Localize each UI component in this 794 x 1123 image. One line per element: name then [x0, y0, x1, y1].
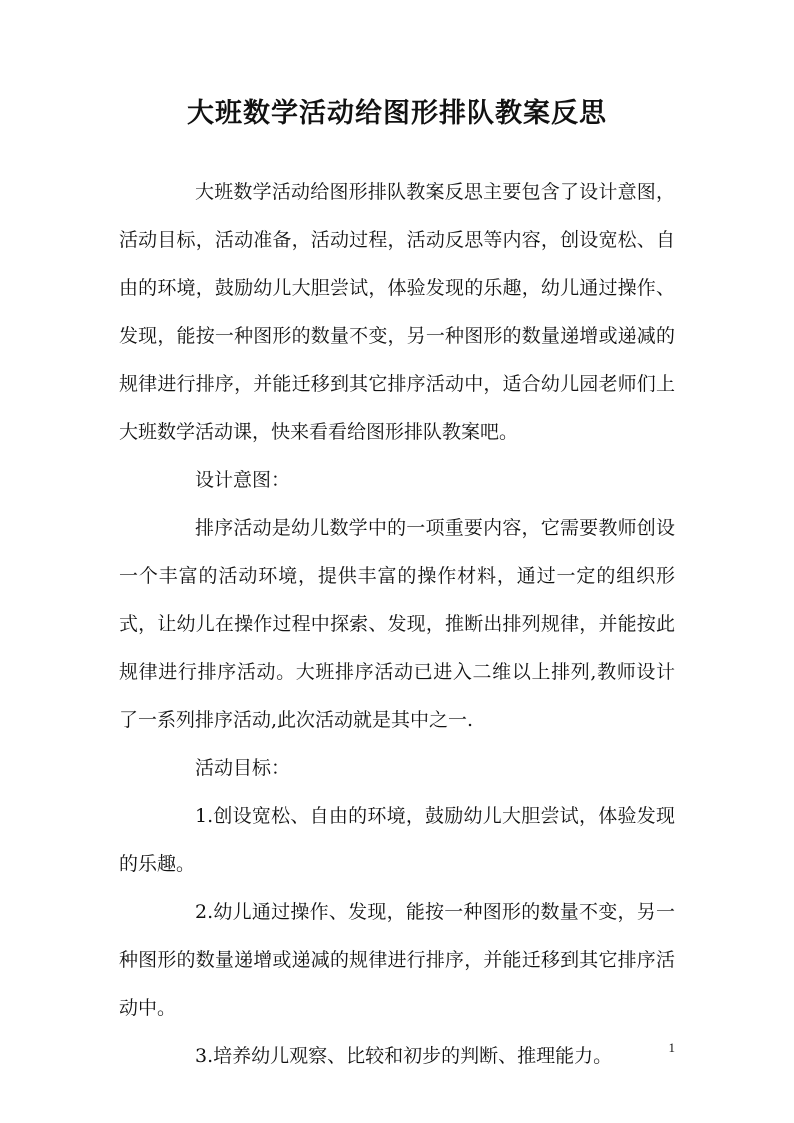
page-number: 1: [668, 1040, 675, 1055]
design-paragraph: 排序活动是幼儿数学中的一项重要内容，它需要教师创设一个丰富的活动环境，提供丰富的操作材料，通过一定的组织形式，让幼儿在操作过程中探索、发现，推断出排列规律，并能按此规律进行排序活动。大班排序活动已进入二维以上排列,教师设计了一系列排序活动,此次活动就是其中之一.: [119, 517, 675, 731]
goal-item-2: 2.幼儿通过操作、发现，能按一种图形的数量不变，另一种图形的数量递增或递减的规律进行排序，并能迁移到其它排序活动中。: [119, 901, 675, 1019]
intro-paragraph: 大班数学活动给图形排队教案反思主要包含了设计意图，活动目标，活动准备，活动过程，活动反思等内容，创设宽松、自由的环境，鼓励幼儿大胆尝试，体验发现的乐趣，幼儿通过操作、发现，能按一种图形的数量不变，另一种图形的数量递增或递减的规律进行排序，并能迁移到其它排序活动中，适合幼儿园老师们上大班数学活动课，快来看看给图形排队教案吧。: [119, 181, 675, 443]
goals-heading: 活动目标：: [195, 757, 291, 779]
goal-item-3: 3.培养幼儿观察、比较和初步的判断、推理能力。: [195, 1045, 613, 1067]
document-body: [119, 168, 675, 1080]
document-title: 大班数学活动给图形排队教案反思: [187, 98, 607, 129]
goal-item-1: 1.创设宽松、自由的环境，鼓励幼儿大胆尝试，体验发现的乐趣。: [119, 805, 675, 875]
design-heading: 设计意图：: [195, 469, 291, 491]
